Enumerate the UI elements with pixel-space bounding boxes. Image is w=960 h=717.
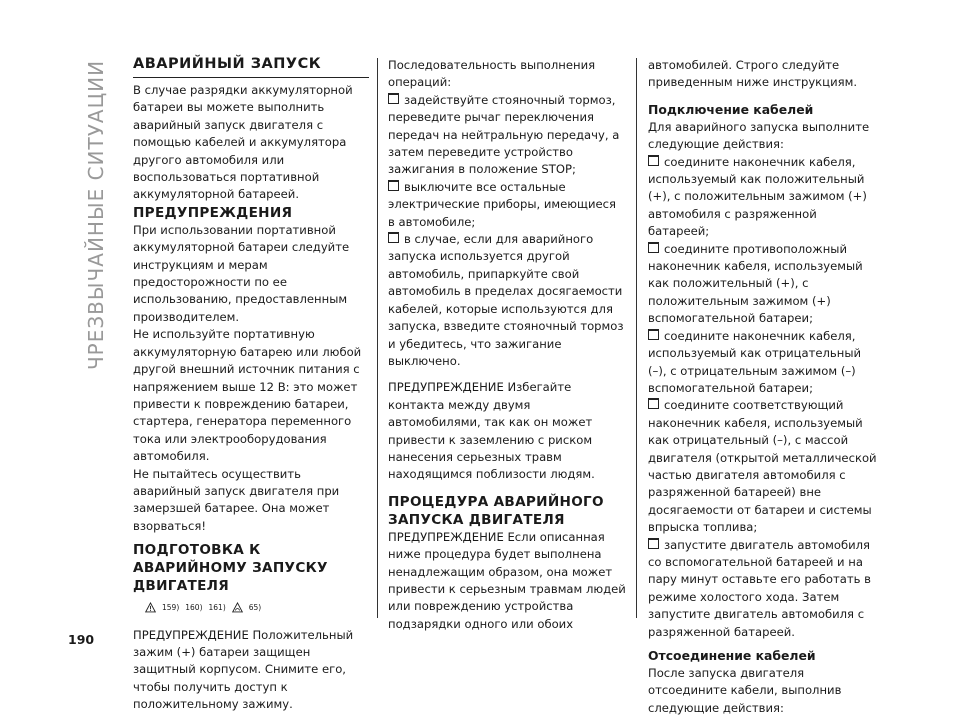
bullet-icon: [648, 242, 659, 253]
list-item: [648, 537, 880, 641]
preparation-heading: ПОДГОТОВКА К АВАРИЙНОМУ ЗАПУСКУ ДВИГАТЕЛЯ: [133, 542, 328, 595]
list-item: [648, 241, 880, 328]
warning-paragraph: Не используйте портативную аккумуляторную батарею или любой другой внешний источник питания с напряжением выше 12 В: это может привести к повреждению батареи, стартера, генератора переменного тока или электрооборудования автомобиля.: [133, 327, 362, 464]
bullet-icon: [648, 538, 659, 549]
sequence-intro: Последовательность выполнения операций:: [388, 58, 596, 90]
column-divider: [636, 58, 637, 618]
reference-number: 159): [162, 603, 180, 613]
reference-number: 65): [248, 603, 262, 613]
page-number: 190: [68, 632, 95, 647]
section-title: АВАРИЙНЫЙ ЗАПУСК: [133, 55, 369, 78]
connection-intro: Для аварийного запуска выполните следующие действия:: [648, 119, 870, 152]
reference-row: [145, 599, 369, 616]
list-item-text: в случае, если для аварийного запуска используется другой автомобиль, припаркуйте свой автомобиль в пределах досягаемости кабелей, которые используются для запуска, взведите стояночный тормоз и убедитесь, что зажигание выключено.: [388, 232, 624, 368]
warning-paragraph: Не пытайтесь осуществить аварийный запуск двигателя при замерзшей батарее. Она может взорваться!: [133, 466, 340, 533]
list-item: [648, 154, 880, 241]
reference-number: 160): [185, 603, 203, 613]
list-item-text: запустите двигатель автомобиля со вспомогательной батареей и на пару минут оставьте его работать в режиме холостого хода. Затем запустите двигатель автомобиля с разряженной батареей.: [648, 537, 871, 639]
warning-triangle-icon: [145, 602, 156, 613]
bullet-icon: [388, 180, 399, 191]
warning-label: ПРЕДУПРЕЖДЕНИЕ: [388, 380, 504, 395]
bullet-icon: [388, 232, 399, 243]
disconnection-text: После запуска двигателя отсоедините кабели, выполнив следующие действия:: [648, 666, 842, 715]
continued-paragraph: автомобилей. Строго следуйте приведенным ниже инструкциям.: [648, 58, 858, 90]
list-item-text: соедините соответствующий наконечник кабеля, используемый как отрицательный (–), с массой двигателя (открытой металлической частью двигателя автомобиля с разряженной батареей) вне досягаемости от батареи и системы впрыска топлива;: [648, 398, 877, 535]
caution-icon: [232, 602, 243, 613]
connection-heading: Подключение кабелей: [648, 101, 814, 117]
procedure-heading: ПРОЦЕДУРА АВАРИЙНОГО ЗАПУСКА ДВИГАТЕЛЯ: [388, 493, 604, 528]
list-item: [388, 179, 626, 231]
warning-text: Положительный зажим (+) батареи защищен защитный корпусом. Снимите его, чтобы получить доступ к положительному зажиму.: [133, 627, 354, 712]
warning-label: ПРЕДУПРЕЖДЕНИЕ: [388, 529, 504, 544]
reference-number: 161): [208, 603, 226, 613]
list-item-text: соедините наконечник кабеля, используемый как отрицательный (–), с отрицательным зажимом (–) вспомогательной батареи;: [648, 328, 862, 395]
list-item-text: задействуйте стояночный тормоз, переведите рычаг переключения передач на нейтральную передачу, а затем переведите устройство зажигания в положение STOP;: [388, 92, 620, 177]
bullet-icon: [648, 329, 659, 340]
warning-label: ПРЕДУПРЕЖДЕНИЕ: [133, 627, 249, 642]
column-divider: [377, 58, 378, 618]
warning-note: [133, 627, 369, 714]
list-item: [648, 328, 880, 398]
disconnection-heading: Отсоединение кабелей: [648, 648, 816, 663]
section-side-tab-label: ЧРЕЗВЫЧАЙНЫЕ СИТУАЦИИ: [84, 59, 108, 371]
warning-note: [388, 379, 626, 483]
column-1: [133, 55, 369, 714]
column-3: [648, 57, 880, 717]
warnings-heading: ПРЕДУПРЕЖДЕНИЯ: [133, 204, 293, 221]
bullet-icon: [648, 155, 659, 166]
warning-text: Если описанная ниже процедура будет выполнена ненадлежащим образом, она может привести к серьезным травмам людей или повреждению устройства подзарядки одного или обоих: [388, 529, 626, 631]
column-2: [388, 57, 626, 633]
section-side-tab: [76, 60, 116, 370]
warning-text: Избегайте контакта между двумя автомобилями, так как он может привести к заземлению с риском нанесения серьезных травм находящимся поблизости людям.: [388, 380, 595, 482]
bullet-icon: [388, 93, 399, 104]
bullet-icon: [648, 398, 659, 409]
list-item: [388, 231, 626, 370]
list-item: [648, 397, 880, 536]
warning-note: [388, 529, 626, 633]
list-item-text: соедините наконечник кабеля, используемый как положительный (+), с положительным зажимом (+) автомобиля с разряженной батареей;: [648, 154, 867, 239]
list-item-text: соедините противоположный наконечник кабеля, используемый как положительный (+), с положительным зажимом (+) вспомогательной батареи;: [648, 241, 863, 326]
intro-paragraph: В случае разрядки аккумуляторной батареи вы можете выполнить аварийный запуск двигателя с помощью кабелей и аккумулятора другого автомобиля или воспользоваться портативной аккумуляторной батареей.: [133, 83, 353, 202]
warning-paragraph: При использовании портативной аккумуляторной батареи следуйте инструкциям и мерам предосторожности по ее использованию, предоставленным производителем.: [133, 222, 350, 324]
list-item-text: выключите все остальные электрические приборы, имеющиеся в автомобиле;: [388, 179, 616, 229]
list-item: [388, 92, 626, 179]
